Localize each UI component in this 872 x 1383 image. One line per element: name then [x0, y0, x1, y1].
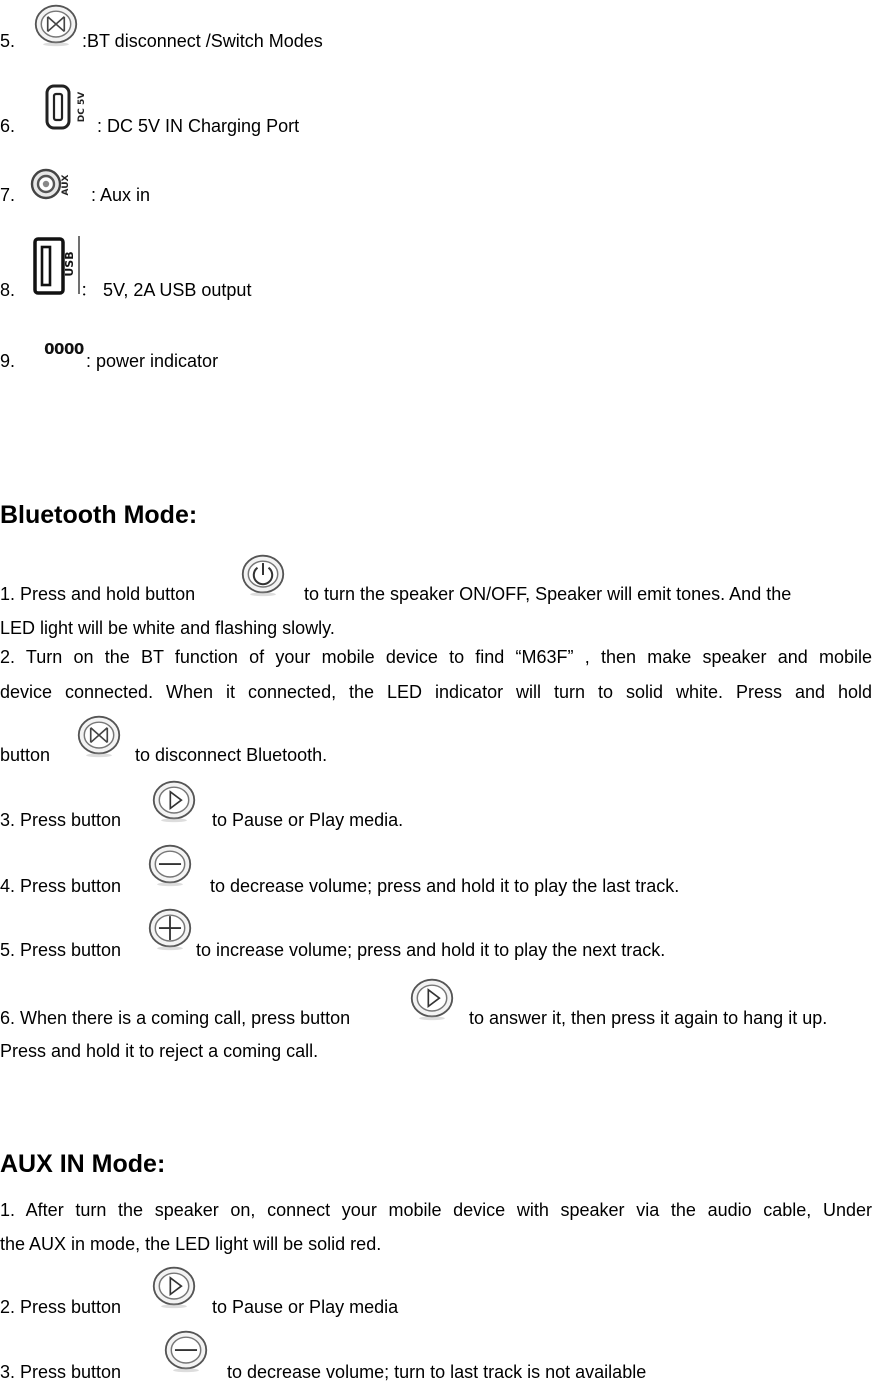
volume-up-icon	[146, 906, 194, 952]
bt-step-5-end: to increase volume; press and hold it to play the next track.	[196, 940, 666, 960]
play-pause-icon	[150, 778, 198, 824]
bt-step-2-button-label: button	[0, 745, 51, 765]
item-number: 6.	[0, 116, 16, 136]
bt-step-4-start: 4. Press button	[0, 876, 122, 896]
bt-disconnect-icon	[75, 713, 123, 759]
aux-step-3-start: 3. Press button	[0, 1362, 122, 1382]
item-description: : power indicator	[86, 351, 219, 371]
bt-step-2-end: to disconnect Bluetooth.	[135, 745, 328, 765]
bluetooth-mode-heading: Bluetooth Mode:	[0, 501, 198, 529]
aux-step-1-line-1: 1. After turn the speaker on, connect your mobile device with speaker via the audio cable, Under	[0, 1200, 872, 1220]
aux-step-2-end: to Pause or Play media	[212, 1297, 399, 1317]
bt-step-2-line-2: device connected. When it connected, the LED indicator will turn to solid white. Press and hold	[0, 682, 872, 702]
bt-step-1-cont: LED light will be white and flashing slowly.	[0, 618, 335, 638]
bt-step-1-end: to turn the speaker ON/OFF, Speaker will emit tones. And the	[304, 584, 792, 604]
bt-step-3-start: 3. Press button	[0, 810, 122, 830]
aux-in-icon	[30, 166, 78, 204]
item-description: : Aux in	[91, 185, 151, 205]
volume-down-icon	[162, 1328, 210, 1374]
item-description: : DC 5V IN Charging Port	[97, 116, 300, 136]
bt-step-1-start: 1. Press and hold button	[0, 584, 196, 604]
dc-label: DC 5V	[77, 91, 87, 123]
item-description: ： 5V, 2A USB output	[80, 280, 252, 300]
dc-charging-port-icon	[44, 84, 94, 130]
aux-step-3-end: to decrease volume; turn to last track is not available	[227, 1362, 647, 1382]
indicator-label: 0000	[44, 340, 84, 358]
bt-step-3-end: to Pause or Play media.	[212, 810, 404, 830]
bt-disconnect-icon	[32, 2, 80, 48]
usb-label: USB	[63, 251, 76, 277]
bt-step-6-start: 6. When there is a coming call, press button	[0, 1008, 351, 1028]
item-number: 5.	[0, 31, 16, 51]
item-description: :BT disconnect /Switch Modes	[82, 31, 323, 51]
aux-label: AUX	[61, 174, 71, 196]
power-indicator-icon	[40, 338, 88, 360]
volume-down-icon	[146, 842, 194, 888]
aux-step-2-start: 2. Press button	[0, 1297, 122, 1317]
power-button-icon	[240, 552, 286, 598]
bt-step-5-start: 5. Press button	[0, 940, 122, 960]
answer-call-icon	[408, 976, 456, 1022]
bt-step-2-line-1: 2. Turn on the BT function of your mobile device to find “M63F” , then make speaker and mobile	[0, 647, 872, 667]
bt-step-6-cont: Press and hold it to reject a coming call.	[0, 1041, 319, 1061]
play-pause-icon	[150, 1264, 198, 1310]
item-number: 8.	[0, 280, 16, 300]
usb-output-icon	[32, 234, 82, 296]
item-number: 7.	[0, 185, 16, 205]
aux-step-1-line-2: the AUX in mode, the LED light will be solid red.	[0, 1234, 382, 1254]
bt-step-6-end: to answer it, then press it again to hang it up.	[469, 1008, 828, 1028]
bt-step-4-end: to decrease volume; press and hold it to play the last track.	[210, 876, 680, 896]
item-number: 9.	[0, 351, 16, 371]
aux-mode-heading: AUX IN Mode:	[0, 1150, 166, 1178]
